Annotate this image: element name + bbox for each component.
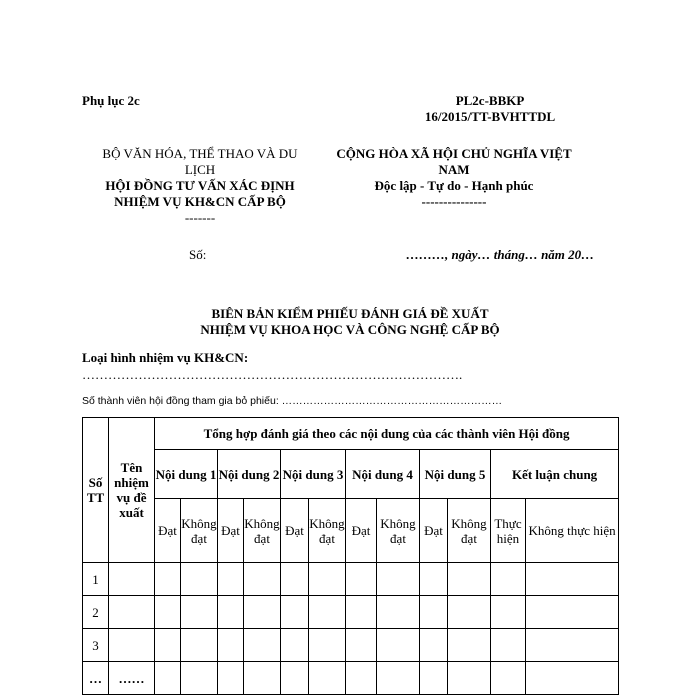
ministry-line-2: LỊCH: [184, 162, 216, 177]
content-2-header: Nội dung 2: [218, 450, 281, 499]
title-line-1: BIÊN BẢN KIỂM PHIẾU ĐÁNH GIÁ ĐỀ XUẤT: [211, 306, 489, 321]
pass-header: Đạt: [346, 499, 377, 563]
motto: Độc lập - Tự do - Hạnh phúc: [374, 178, 534, 193]
fail-header: Không đạt: [244, 499, 281, 563]
header-row-1: [83, 418, 619, 450]
row-number: 3: [83, 629, 109, 662]
content-3-header: Nội dung 3: [281, 450, 346, 499]
form-code-line-2: 16/2015/TT-BVHTTDL: [424, 109, 556, 124]
task-type-label: Loại hình nhiệm vụ KH&CN:: [82, 350, 249, 365]
fail-header: Không đạt: [377, 499, 420, 563]
table-row: [83, 596, 619, 629]
pass-header: Đạt: [155, 499, 181, 563]
conclusion-header: Kết luận chung: [491, 450, 619, 499]
col-stt-header: Số TT: [83, 418, 109, 563]
pass-header: Đạt: [218, 499, 244, 563]
row-number: …: [83, 662, 109, 695]
members-count-field: Số thành viên hội đồng tham gia bỏ phiếu: ………………………………………………………: [82, 395, 503, 407]
header-row-3: [83, 499, 619, 563]
implement-header: Thực hiện: [491, 499, 526, 563]
row-number: 1: [83, 563, 109, 596]
not-implement-header: Không thực hiện: [526, 499, 619, 563]
title-line-2: NHIỆM VỤ KHOA HỌC VÀ CÔNG NGHỆ CẤP BỘ: [200, 322, 500, 337]
form-code: [360, 93, 620, 125]
table-row: [83, 563, 619, 596]
col-task-header: Tên nhiệm vụ đề xuất: [109, 418, 155, 563]
date-line: ………, ngày… tháng… năm 20…: [406, 247, 595, 262]
form-code-line-1: PL2c-BBKP: [455, 93, 525, 108]
row-number: 2: [83, 596, 109, 629]
republic-line-2: NAM: [438, 162, 470, 177]
national-heading: [320, 146, 588, 210]
right-divider: ---------------: [421, 194, 487, 209]
table-row: [83, 662, 619, 695]
row-task: ……: [109, 662, 155, 695]
fail-header: Không đạt: [448, 499, 491, 563]
document-title: [82, 306, 618, 338]
fail-header: Không đạt: [181, 499, 218, 563]
content-1-header: Nội dung 1: [155, 450, 218, 499]
council-line-1: HỘI ĐỒNG TƯ VẤN XÁC ĐỊNH: [105, 178, 295, 193]
group-header: Tổng hợp đánh giá theo các nội dung của các thành viên Hội đồng: [155, 418, 619, 450]
task-type-dots: …………………………………………………………………………….: [82, 367, 463, 382]
appendix-label: Phụ lục 2c: [82, 93, 140, 108]
republic-line-1: CỘNG HÒA XÃ HỘI CHỦ NGHĨA VIỆT: [336, 146, 572, 161]
evaluation-table: [82, 417, 619, 695]
council-line-2: NHIỆM VỤ KH&CN CẤP BỘ: [114, 194, 286, 209]
left-divider: -------: [184, 210, 216, 225]
content-4-header: Nội dung 4: [346, 450, 420, 499]
pass-header: Đạt: [281, 499, 309, 563]
content-5-header: Nội dung 5: [420, 450, 491, 499]
ministry-line-1: BỘ VĂN HÓA, THỂ THAO VÀ DU: [102, 146, 298, 161]
header-row-2: [83, 450, 619, 499]
number-label: Số:: [189, 247, 207, 262]
fail-header: Không đạt: [309, 499, 346, 563]
table-row: [83, 629, 619, 662]
pass-header: Đạt: [420, 499, 448, 563]
ministry-name: [82, 146, 318, 226]
